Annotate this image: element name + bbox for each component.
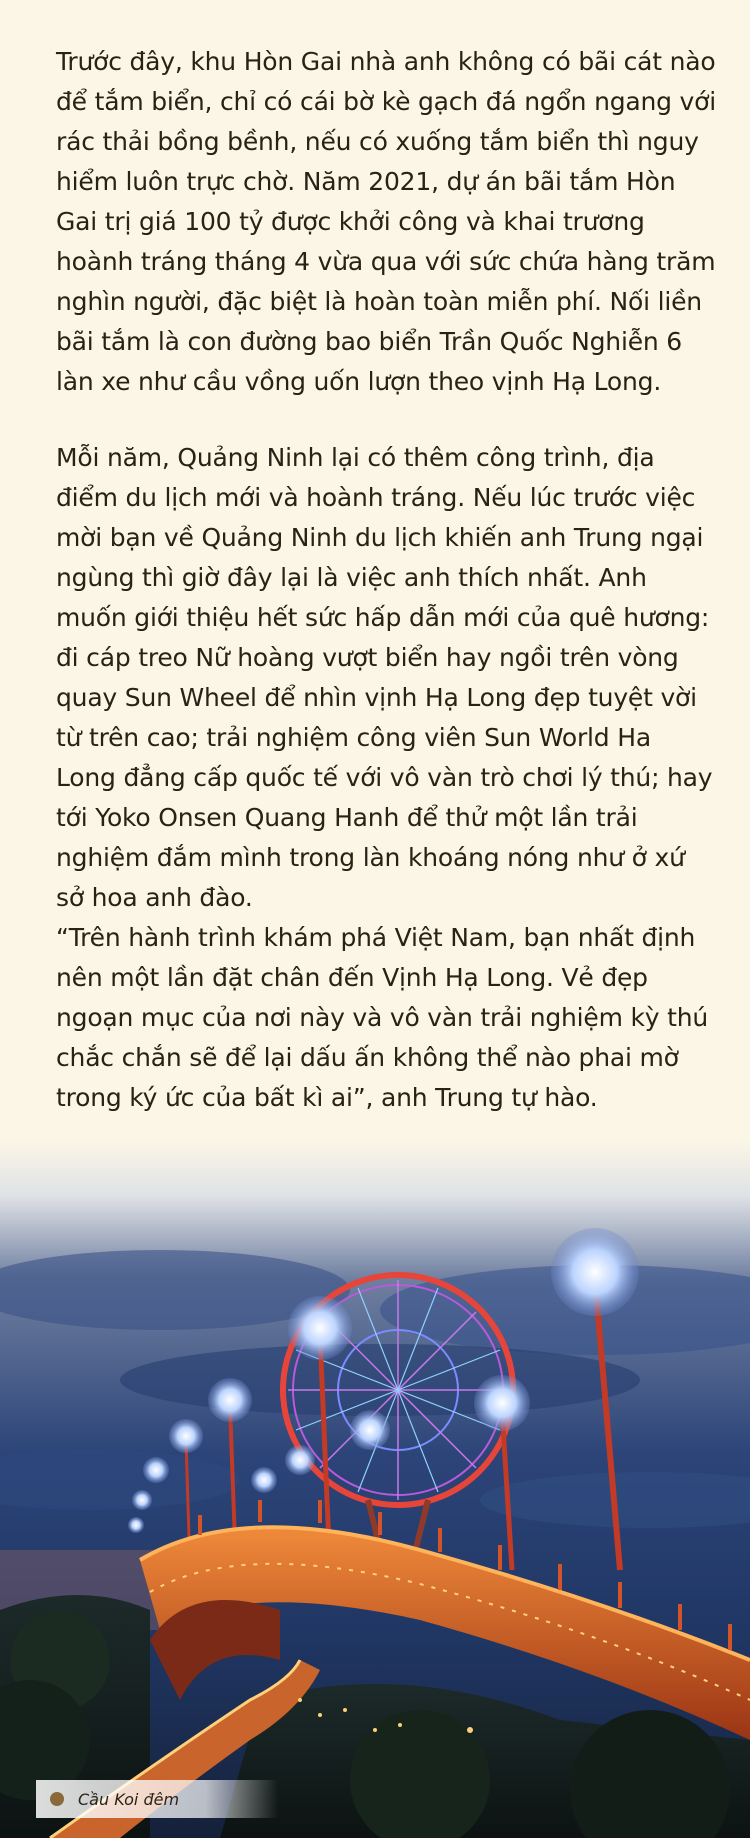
photo-caption	[36, 1780, 278, 1818]
paragraph-hon-gai-beach: Trước đây, khu Hòn Gai nhà anh không có bãi cát nào để tắm biển, chỉ có cái bờ kè gạch đá ngổn ngang với rác thải bồng bềnh, nếu có xuống tắm biển thì nguy hiểm luôn trực chờ. Năm 2021, dự án bãi tắm Hòn Gai trị giá 100 tỷ được khởi công và khai trương hoành tráng tháng 4 vừa qua với sức chứa hàng trăm nghìn người, đặc biệt là hoàn toàn miễn phí. Nối liền bãi tắm là con đường bao biển Trần Quốc Nghiễn 6 làn xe như cầu vồng uốn lượn theo vịnh Hạ Long.	[56, 47, 716, 396]
paragraph-quang-ninh-attractions: Mỗi năm, Quảng Ninh lại có thêm công trình, địa điểm du lịch mới và hoành tráng. Nếu lúc trước việc mời bạn về Quảng Ninh du lịch khiến anh Trung ngại ngùng thì giờ đây lại là việc anh thích nhất. Anh muốn giới thiệu hết sức hấp dẫn mới của quê hương: đi cáp treo Nữ hoàng vượt biển hay ngồi trên vòng quay Sun Wheel để nhìn vịnh Hạ Long đẹp tuyệt vời từ trên cao; trải nghiệm công viên Sun World Ha Long đẳng cấp quốc tế với vô vàn trò chơi lý thú; hay tới Yoko Onsen Quang Hanh để thử một lần trải nghiệm đắm mình trong làn khoáng nóng như ở xứ sở hoa anh đào.	[56, 443, 713, 912]
bridge-night-photo	[0, 1140, 750, 1838]
paragraph-quote-ha-long: “Trên hành trình khám phá Việt Nam, bạn nhất định nên một lần đặt chân đến Vịnh Hạ Long. Vẻ đẹp ngoạn mục của nơi này và vô vàn trải nghiệm kỳ thú chắc chắn sẽ để lại dấu ấn không thể nào phai mờ trong ký ức của bất kì ai”, anh Trung tự hào.	[56, 923, 708, 1112]
caption-text: Cầu Koi đêm	[78, 1789, 180, 1809]
caption-dot-icon	[50, 1792, 64, 1806]
